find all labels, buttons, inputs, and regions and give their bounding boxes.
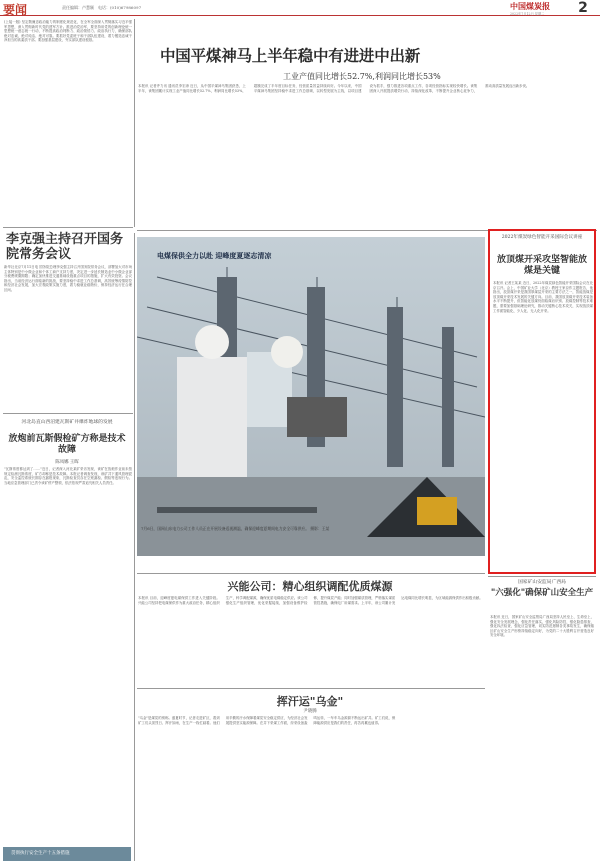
section-divider bbox=[3, 413, 133, 414]
lead-body: 本报讯 记者齐力讯 通讯员李宏涛 近日，从中国平煤神马集团获悉，上半年，该集团累计实现工业产值同比增长52.7%，利润同比增长53%，超额完成了半年度目标任务，经营质量效益持续向好。今年以来，中国平煤神马集团坚持稳中求进工作总基调，以转型发展为主线，以项目建设为抓手，强力推进各项重点工作，各项经营指标实现较快增长。该集团深入开展提质增效行动，持续深化改革，不断提升企业核心竞争力，推动高质量发展迈出新步伐。 bbox=[138, 84, 530, 93]
section-divider bbox=[137, 573, 485, 574]
premier-headline: 李克强主持召开国务院常务会议 bbox=[6, 232, 124, 262]
essay-headline: 挥汗运"乌金" bbox=[276, 695, 344, 708]
photo-caption: 7月6日，国网山东电力公司工作人员正在开展设备巡视测温，确保迎峰度夏期间电力安全可靠供应。 摄影：王某 bbox=[141, 526, 330, 531]
masthead: 中国煤炭报 bbox=[510, 1, 550, 11]
editor-info: 责任编辑：卢慧颖 电话：(010)67986097 bbox=[62, 5, 142, 10]
article-body: (上接一版) 坚定敬廉忠政治能力的制度化规范化，在全军全面深入贯彻落实习近平强军思想，深入贯彻新时代党的建军方针。推进治党治军，要坚持用党的创新理论统一思想统一意志统一行动，不断提高政治判断力、政治领悟力、政治执行力，确保部队绝对忠诚、绝对纯洁、绝对可靠。要抓好党委班子和干部队伍建设，着力锻造忠诚干净担当的高素质干部。要加强基层建设，夯实部队建设根基。 bbox=[4, 20, 132, 43]
section-divider bbox=[3, 227, 133, 228]
gas-kicker: 河北岛直山西沼建瓦斯矿井爆炸地球的发展 bbox=[21, 420, 113, 425]
section-divider bbox=[137, 688, 485, 689]
highlight-article-box bbox=[488, 229, 596, 574]
page-number: 2 bbox=[578, 0, 588, 16]
column-banner: 贯彻执行安全生产十五条措施 bbox=[3, 847, 131, 861]
expo-body: 本报讯 记者王某某 近日，2022年煤炭绿色智能开采国际会议在北京召开。会上，中国矿业大学（北京）教授王家臣作主题报告，他指出，放顶煤开采是我国厚煤层开采的主要方法之一，智能放煤是放顶煤开采技术发展的关键方向。目前，我国放顶煤开采技术装备水平不断提升，但智能化放煤仍面临煤岩识别、放煤控制等技术难题，需要加强基础理论研究，推动关键核心技术攻关，实现放顶煤工作面智能化、少人化、无人化开采。 bbox=[493, 281, 593, 313]
photo-caption-title: 电煤保供全力以赴 迎峰度夏逐志清凉 bbox=[157, 252, 272, 260]
gas-body: "瓦斯浓度都达到了……"近日，记者深入河北某矿采访发现，该矿在放炮作业前未按规定检测瓦斯浓度，矿方却称是技术故障。本报记者调查发现，该矿井下通风管理混乱，安全监控系统长期存在漏报现象，瓦斯检查员存在空班漏检、假检等违规行为。当地应急管理部门已责令该矿停产整顿，依法依规严肃追究相关人员责任。 bbox=[4, 467, 132, 485]
photo-illustration bbox=[137, 237, 485, 556]
lead-subhead: 工业产值同比增长52.7%,利润同比增长53% bbox=[283, 72, 441, 81]
guardian-headline: "六强化"确保矿山安全生产 bbox=[490, 588, 594, 598]
expo-headline: 放顶煤开采攻坚智能放煤是关键 bbox=[496, 255, 587, 276]
column-divider bbox=[134, 233, 135, 861]
guardian-body: 本报讯 近日，国家矿山安全监察局广西局坚持人民至上、生命至上，强化安全发展理念，强化责任落实，强化风险防控，强化隐患排查，强化执法检查，强化应急管理，切实防范遏制各类事故发生，确保辖区矿山安全生产形势持续稳定向好，为党的二十大胜利召开营造良好安全环境。 bbox=[490, 615, 594, 638]
xingneng-body: 本报讯 目前，迎峰度夏电煤保供工作进入关键阶段。兴能公司坚持把电煤保供作为重大政治任务，精心组织生产，科学调配煤源，确保优质电煤稳定供应。该公司强化生产组织管理，优化采掘接续，加强设备维护检修，提升煤炭产能；同时加强煤质管理，严格落实煤质管控措施，确保电厂用煤需求。上半年，该公司累计发运电煤同比增长明显，为区域能源保供作出积极贡献。 bbox=[138, 596, 483, 605]
premier-body: 新华社北京7月11日电 国务院总理李克强主持召开国务院常务会议，部署加大对市场主体特别是中小微企业和个体工商户支持力度，决定进一步延长制造业中小微企业部分税费缓缴期限；确定加快推进交通基础设施重点项目的措施，扩大有效投资。会议指出，当前经济运行面临新的挑战，要坚持稳中求进工作总基调，高效统筹疫情防控和经济社会发展，加大宏观政策实施力度，着力稳就业稳物价，保持经济运行在合理区间。 bbox=[4, 265, 132, 292]
column-divider bbox=[134, 19, 135, 227]
section-title: 要闻 bbox=[3, 3, 28, 17]
xingneng-headline: 兴能公司：精心组织调配优质煤源 bbox=[227, 580, 393, 593]
gas-headline: 放炮前瓦斯假检矿方称是技术故障 bbox=[8, 434, 126, 455]
issue-date: 2022年7月12日 星期二 bbox=[510, 12, 545, 16]
section-divider bbox=[488, 576, 596, 577]
essay-author: 尹晓腾 bbox=[303, 709, 317, 714]
news-photo bbox=[137, 237, 485, 556]
expo-kicker: 2022年煤炭绿色智能开采国际会议讲座 bbox=[501, 235, 583, 240]
essay-body: "乌金"是煤炭的别称。盛夏时节，记者走进矿区，看到矿工们头顶烈日、挥汗如雨，在生产一线忙碌着。他们用辛勤的汗水保障着煤炭安全稳定供应，为经济社会发展提供坚实能源保障。在井下采煤工作面，综采设备轰鸣运转，一车车乌金源源不断运出矿井。矿工们说，保障能源供应是我们的责任，再苦再累也值得。 bbox=[138, 716, 396, 725]
gas-author: 陈凤娜 王晖 bbox=[55, 460, 79, 465]
lead-headline: 中国平煤神马上半年稳中有进进中出新 bbox=[160, 47, 421, 65]
guardian-kicker: 国家矿山安监局广西局 bbox=[518, 580, 566, 585]
